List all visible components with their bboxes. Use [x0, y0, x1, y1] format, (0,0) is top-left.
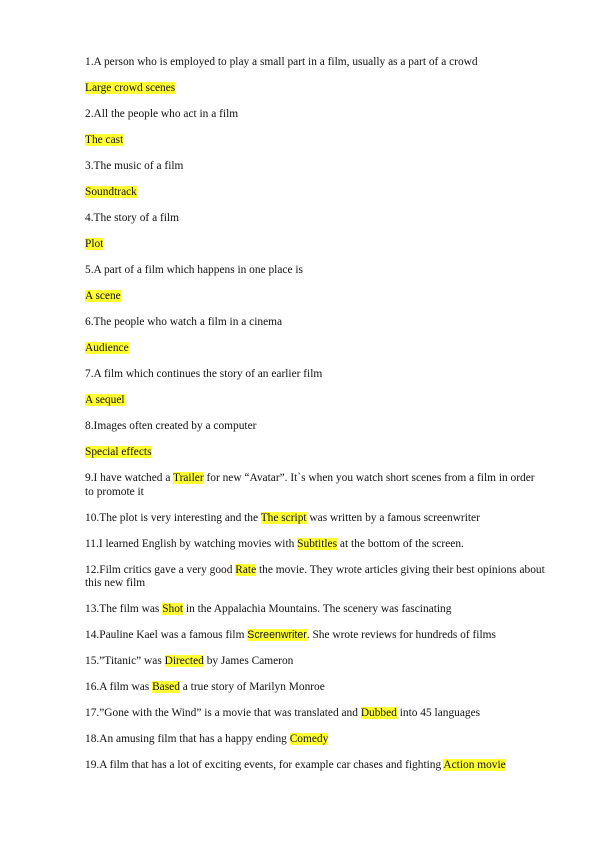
highlighted-answer: The script	[260, 511, 307, 524]
question-line	[85, 264, 545, 278]
question-line	[85, 212, 545, 226]
highlighted-answer: Screenwriter	[247, 629, 307, 642]
answer-line	[85, 238, 545, 252]
question-text: the movie. They wrote articles giving their best opinions about this new film	[85, 563, 545, 590]
answer-line	[85, 186, 545, 200]
question-line	[85, 707, 545, 721]
highlighted-answer: The cast	[85, 133, 124, 146]
question-text: 16.A film was	[85, 681, 153, 694]
question-text: 6.The people who watch a film in a cinema	[85, 315, 283, 328]
question-line	[85, 472, 545, 500]
highlighted-answer: Comedy	[289, 733, 329, 746]
question-text: for new “Avatar”. It`s when you watch short scenes from a film in order to promote it	[85, 471, 535, 498]
document-body	[85, 56, 545, 785]
question-text: 7.A film which continues the story of an earlier film	[85, 367, 323, 380]
question-line	[85, 56, 545, 70]
answer-line	[85, 342, 545, 356]
highlighted-answer: Plot	[85, 237, 104, 250]
highlighted-answer: Action movie	[443, 759, 506, 772]
answer-line	[85, 446, 545, 460]
question-line	[85, 733, 545, 747]
highlighted-answer: Subtitles	[297, 537, 338, 550]
question-text: 13.The film was	[85, 603, 163, 616]
question-line	[85, 316, 545, 330]
highlighted-answer: Trailer	[173, 471, 204, 484]
question-text: 17.”Gone with the Wind” is a movie that was translated and	[85, 707, 361, 720]
answer-line	[85, 82, 545, 96]
question-text: into 45 languages	[396, 707, 481, 720]
question-line	[85, 368, 545, 382]
question-text: in the Appalachia Mountains. The scenery was fascinating	[183, 603, 452, 616]
question-text: 15.”Titanic” was	[85, 655, 165, 668]
question-text: 9.I have watched a	[85, 471, 174, 484]
highlighted-answer: Large crowd scenes	[85, 81, 176, 94]
question-line	[85, 420, 545, 434]
question-line	[85, 681, 545, 695]
question-text: 8.Images often created by a computer	[85, 419, 257, 432]
question-text: 18.An amusing film that has a happy ending	[85, 733, 290, 746]
question-text: by James Cameron	[203, 655, 294, 668]
highlighted-answer: Special effects	[85, 445, 152, 458]
question-text: a true story of Marilyn Monroe	[179, 681, 325, 694]
highlighted-answer: Soundtrack	[85, 185, 137, 198]
question-line	[85, 655, 545, 669]
question-text: 11.I learned English by watching movies with	[85, 537, 298, 550]
question-text: 14.Pauline Kael was a famous film	[85, 629, 248, 642]
question-line	[85, 108, 545, 122]
highlighted-answer: A sequel	[85, 393, 125, 406]
highlighted-answer: Shot	[162, 603, 184, 616]
question-text: 3.The music of a film	[85, 159, 184, 172]
question-text: 2.All the people who act in a film	[85, 107, 239, 120]
answer-line	[85, 290, 545, 304]
highlighted-answer: Rate	[235, 563, 257, 576]
question-text: 10.The plot is very interesting and the	[85, 511, 261, 524]
question-text: 4.The story of a film	[85, 211, 179, 224]
question-text: at the bottom of the screen.	[337, 537, 464, 550]
highlighted-answer: Audience	[85, 341, 129, 354]
question-line	[85, 603, 545, 617]
question-line	[85, 512, 545, 526]
question-line	[85, 538, 545, 552]
highlighted-answer: Directed	[164, 655, 204, 668]
question-line	[85, 759, 545, 773]
question-text: was written by a famous screenwriter	[306, 511, 480, 524]
question-text: 5.A part of a film which happens in one place is	[85, 263, 303, 276]
highlighted-answer: A scene	[85, 289, 121, 302]
question-line	[85, 629, 545, 643]
question-text: 12.Film critics gave a very good	[85, 563, 236, 576]
question-text: . She wrote reviews for hundreds of films	[306, 629, 496, 642]
answer-line	[85, 134, 545, 148]
question-line	[85, 160, 545, 174]
question-line	[85, 564, 545, 592]
answer-line	[85, 394, 545, 408]
question-text: 1.A person who is employed to play a small part in a film, usually as a part of a crowd	[85, 56, 478, 68]
question-text: 19.A film that has a lot of exciting events, for example car chases and fighting	[85, 759, 444, 772]
highlighted-answer: Dubbed	[360, 707, 397, 720]
highlighted-answer: Based	[152, 681, 180, 694]
